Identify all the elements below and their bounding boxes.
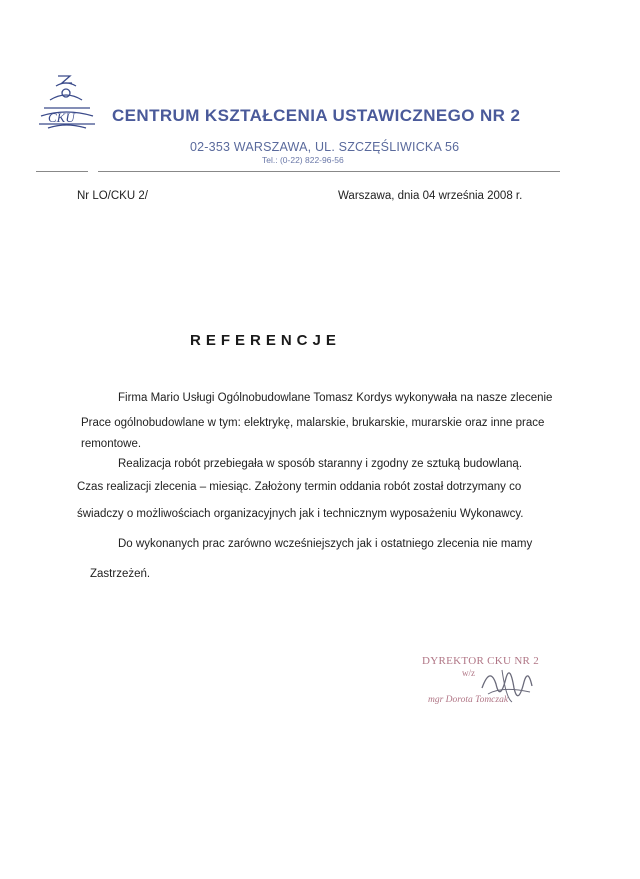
body-line: Czas realizacji zlecenia – miesiąc. Założony termin oddania robót został dotrzymany co (77, 481, 522, 493)
body-line: Do wykonanych prac zarówno wcześniejszych jak i ostatniego zlecenia nie mamy (118, 538, 533, 550)
document-title: REFERENCJE (190, 332, 341, 349)
organization-phone: Tel.: (0-22) 822-96-56 (262, 155, 344, 165)
stamp-title: DYREKTOR CKU NR 2 (422, 655, 540, 667)
organization-address: 02-353 WARSZAWA, UL. SZCZĘŚLIWICKA 56 (190, 140, 460, 154)
organization-name: CENTRUM KSZTAŁCENIA USTAWICZNEGO NR 2 (112, 106, 521, 125)
body-line: Prace ogólnobudowlane w tym: elektrykę, malarskie, brukarskie, murarskie oraz inne prace (81, 417, 545, 429)
director-stamp (420, 650, 570, 712)
place-and-date: Warszawa, dnia 04 września 2008 r. (338, 190, 523, 202)
body-line: Firma Mario Usługi Ogólnobudowlane Tomasz Kordys wykonywała na nasze zlecenie (118, 392, 553, 404)
header-divider-left (36, 171, 88, 172)
institution-logo (36, 72, 98, 132)
stamp-name: mgr Dorota Tomczak (428, 695, 509, 705)
handwritten-signature (472, 658, 542, 708)
header-divider (98, 171, 560, 172)
body-line: remontowe. (81, 438, 142, 450)
body-line: Realizacja robót przebiegała w sposób staranny i zgodny ze sztuką budowlaną. (118, 458, 523, 470)
stamp-subtitle: w/z (462, 668, 475, 678)
reference-number: Nr LO/CKU 2/ (77, 190, 148, 202)
logo-text: CKU (48, 110, 75, 125)
body-line: świadczy o możliwościach organizacyjnych jak i technicznym wyposażeniu Wykonawcy. (77, 508, 524, 520)
body-line: Zastrzeżeń. (90, 568, 151, 580)
logo-graphic (36, 72, 98, 132)
